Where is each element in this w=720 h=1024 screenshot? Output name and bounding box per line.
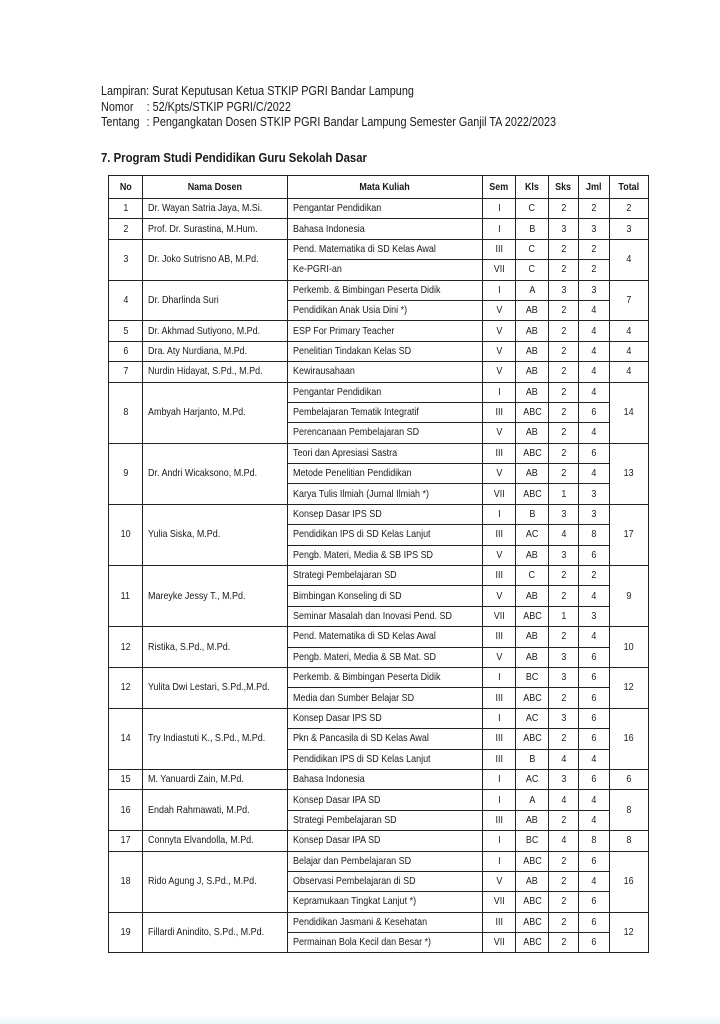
nomor-value: : 52/Kpts/STKIP PGRI/C/2022 — [146, 99, 291, 114]
cell-sks: 2 — [549, 260, 579, 280]
cell-jml: 4 — [579, 871, 610, 891]
lampiran-value: : Surat Keputusan Ketua STKIP PGRI Bandar Lampung — [146, 84, 414, 98]
tentang-value: : Pengangkatan Dosen STKIP PGRI Bandar Lampung Semester Ganjil TA 2022/2023 — [146, 115, 556, 129]
cell-no: 7 — [109, 362, 143, 382]
cell-sem: V — [483, 300, 516, 320]
cell-kls: AB — [516, 423, 549, 443]
cell-jml: 4 — [579, 341, 610, 361]
cell-jml: 6 — [579, 545, 610, 565]
cell-sks: 3 — [549, 708, 579, 728]
cell-nama-dosen: Endah Rahmawati, M.Pd. — [143, 790, 288, 831]
cell-no: 10 — [109, 504, 143, 565]
cell-mata-kuliah: Konsep Dasar IPS SD — [288, 708, 483, 728]
cell-nama-dosen: Dra. Aty Nurdiana, M.Pd. — [143, 341, 288, 361]
cell-mata-kuliah: ESP For Primary Teacher — [288, 321, 483, 341]
cell-jml: 4 — [579, 586, 610, 606]
cell-kls: C — [516, 566, 549, 586]
cell-mata-kuliah: Pend. Matematika di SD Kelas Awal — [288, 627, 483, 647]
tentang-label: Tentang — [101, 115, 140, 129]
cell-sem: V — [483, 545, 516, 565]
cell-no: 8 — [109, 382, 143, 443]
cell-no: 6 — [109, 341, 143, 361]
cell-kls: C — [516, 239, 549, 259]
cell-mata-kuliah: Strategi Pembelajaran SD — [288, 810, 483, 830]
cell-mata-kuliah: Konsep Dasar IPA SD — [288, 831, 483, 851]
cell-kls: AB — [516, 464, 549, 484]
cell-kls: ABC — [516, 484, 549, 504]
cell-no: 12 — [109, 627, 143, 668]
table-row — [109, 443, 649, 463]
column-header-sem: Sem — [483, 176, 516, 199]
column-header-nama-dosen: Nama Dosen — [143, 176, 288, 199]
cell-kls: ABC — [516, 912, 549, 932]
cell-sem: III — [483, 810, 516, 830]
cell-kls: AB — [516, 362, 549, 382]
cell-sem: VII — [483, 484, 516, 504]
cell-mata-kuliah: Pendidikan Anak Usia Dini *) — [288, 300, 483, 320]
cell-kls: ABC — [516, 443, 549, 463]
column-header-total: Total — [610, 176, 649, 199]
cell-no: 14 — [109, 708, 143, 769]
cell-total: 17 — [610, 504, 649, 565]
cell-no: 3 — [109, 239, 143, 280]
cell-kls: ABC — [516, 606, 549, 626]
cell-sks: 2 — [549, 566, 579, 586]
cell-kls: B — [516, 219, 549, 239]
cell-sem: I — [483, 790, 516, 810]
cell-sem: III — [483, 627, 516, 647]
cell-nama-dosen: Ambyah Harjanto, M.Pd. — [143, 382, 288, 443]
cell-jml: 4 — [579, 627, 610, 647]
cell-jml: 6 — [579, 708, 610, 728]
cell-sks: 4 — [549, 749, 579, 769]
cell-mata-kuliah: Bahasa Indonesia — [288, 219, 483, 239]
cell-kls: AB — [516, 321, 549, 341]
cell-total: 12 — [610, 667, 649, 708]
cell-mata-kuliah: Perkemb. & Bimbingan Peserta Didik — [288, 280, 483, 300]
cell-mata-kuliah: Permainan Bola Kecil dan Besar *) — [288, 933, 483, 953]
cell-sem: III — [483, 688, 516, 708]
cell-kls: AB — [516, 300, 549, 320]
table-row — [109, 566, 649, 586]
cell-kls: AB — [516, 586, 549, 606]
cell-mata-kuliah: Pend. Matematika di SD Kelas Awal — [288, 239, 483, 259]
cell-jml: 3 — [579, 504, 610, 524]
cell-mata-kuliah: Konsep Dasar IPA SD — [288, 790, 483, 810]
table-row — [109, 769, 649, 789]
cell-sks: 2 — [549, 300, 579, 320]
cell-total: 8 — [610, 831, 649, 851]
cell-mata-kuliah: Bahasa Indonesia — [288, 769, 483, 789]
cell-no: 2 — [109, 219, 143, 239]
cell-total: 16 — [610, 708, 649, 769]
cell-mata-kuliah: Pkn & Pancasila di SD Kelas Awal — [288, 729, 483, 749]
cell-total: 6 — [610, 769, 649, 789]
cell-jml: 2 — [579, 199, 610, 219]
table-row — [109, 321, 649, 341]
cell-kls: BC — [516, 667, 549, 687]
cell-mata-kuliah: Pendidikan IPS di SD Kelas Lanjut — [288, 525, 483, 545]
cell-total: 8 — [610, 790, 649, 831]
cell-nama-dosen: Try Indiastuti K., S.Pd., M.Pd. — [143, 708, 288, 769]
cell-total: 4 — [610, 362, 649, 382]
cell-no: 4 — [109, 280, 143, 321]
cell-jml: 6 — [579, 688, 610, 708]
table-header-row — [109, 176, 649, 199]
nomor-label: Nomor — [101, 99, 134, 114]
tentang-line — [101, 115, 556, 131]
cell-sem: I — [483, 199, 516, 219]
table-row — [109, 362, 649, 382]
cell-no: 18 — [109, 851, 143, 912]
cell-total: 4 — [610, 321, 649, 341]
table-row — [109, 382, 649, 402]
cell-no: 9 — [109, 443, 143, 504]
cell-sem: V — [483, 321, 516, 341]
cell-sks: 3 — [549, 667, 579, 687]
column-header-jml: Jml — [579, 176, 610, 199]
cell-total: 12 — [610, 912, 649, 953]
cell-sks: 4 — [549, 831, 579, 851]
table-row — [109, 280, 649, 300]
cell-jml: 3 — [579, 484, 610, 504]
cell-jml: 4 — [579, 790, 610, 810]
cell-sem: V — [483, 362, 516, 382]
cell-sks: 2 — [549, 871, 579, 891]
cell-sem: V — [483, 871, 516, 891]
cell-jml: 4 — [579, 464, 610, 484]
cell-nama-dosen: Prof. Dr. Surastina, M.Hum. — [143, 219, 288, 239]
cell-sem: I — [483, 708, 516, 728]
cell-total: 13 — [610, 443, 649, 504]
cell-kls: B — [516, 504, 549, 524]
cell-sks: 2 — [549, 586, 579, 606]
cell-jml: 6 — [579, 851, 610, 871]
cell-jml: 3 — [579, 280, 610, 300]
cell-nama-dosen: Nurdin Hidayat, S.Pd., M.Pd. — [143, 362, 288, 382]
cell-mata-kuliah: Kepramukaan Tingkat Lanjut *) — [288, 892, 483, 912]
cell-total: 9 — [610, 566, 649, 627]
table-row — [109, 219, 649, 239]
cell-total: 4 — [610, 239, 649, 280]
cell-sem: V — [483, 647, 516, 667]
cell-jml: 4 — [579, 300, 610, 320]
cell-sem: I — [483, 504, 516, 524]
cell-kls: B — [516, 749, 549, 769]
cell-mata-kuliah: Kewirausahaan — [288, 362, 483, 382]
cell-kls: AC — [516, 525, 549, 545]
cell-mata-kuliah: Pengb. Materi, Media & SB Mat. SD — [288, 647, 483, 667]
table-row — [109, 912, 649, 932]
table-row — [109, 790, 649, 810]
cell-jml: 6 — [579, 892, 610, 912]
cell-kls: AB — [516, 627, 549, 647]
cell-sem: VII — [483, 933, 516, 953]
cell-sks: 3 — [549, 769, 579, 789]
cell-jml: 6 — [579, 729, 610, 749]
table-row — [109, 851, 649, 871]
column-header-kls: Kls — [516, 176, 549, 199]
cell-jml: 6 — [579, 402, 610, 422]
cell-mata-kuliah: Seminar Masalah dan Inovasi Pend. SD — [288, 606, 483, 626]
cell-sks: 3 — [549, 219, 579, 239]
cell-nama-dosen: Dr. Joko Sutrisno AB, M.Pd. — [143, 239, 288, 280]
cell-sem: I — [483, 851, 516, 871]
cell-sem: I — [483, 769, 516, 789]
cell-sem: VII — [483, 892, 516, 912]
table-row — [109, 831, 649, 851]
cell-sks: 2 — [549, 627, 579, 647]
cell-total: 14 — [610, 382, 649, 443]
cell-kls: ABC — [516, 892, 549, 912]
nomor-line — [101, 100, 556, 116]
table-row — [109, 199, 649, 219]
cell-jml: 4 — [579, 382, 610, 402]
cell-sks: 2 — [549, 464, 579, 484]
cell-sks: 2 — [549, 362, 579, 382]
cell-total: 16 — [610, 851, 649, 912]
cell-kls: AC — [516, 708, 549, 728]
cell-sks: 2 — [549, 382, 579, 402]
cell-sks: 4 — [549, 790, 579, 810]
cell-sks: 1 — [549, 484, 579, 504]
cell-no: 17 — [109, 831, 143, 851]
cell-sem: III — [483, 749, 516, 769]
cell-mata-kuliah: Observasi Pembelajaran di SD — [288, 871, 483, 891]
cell-nama-dosen: Yulia Siska, M.Pd. — [143, 504, 288, 565]
cell-sks: 3 — [549, 504, 579, 524]
cell-sks: 2 — [549, 321, 579, 341]
cell-jml: 2 — [579, 260, 610, 280]
cell-sks: 2 — [549, 443, 579, 463]
cell-mata-kuliah: Metode Penelitian Pendidikan — [288, 464, 483, 484]
cell-nama-dosen: Dr. Akhmad Sutiyono, M.Pd. — [143, 321, 288, 341]
cell-nama-dosen: Fillardi Anindito, S.Pd., M.Pd. — [143, 912, 288, 953]
cell-nama-dosen: Dr. Andri Wicaksono, M.Pd. — [143, 443, 288, 504]
cell-kls: C — [516, 199, 549, 219]
cell-jml: 8 — [579, 525, 610, 545]
cell-sem: I — [483, 831, 516, 851]
cell-mata-kuliah: Teori dan Apresiasi Sastra — [288, 443, 483, 463]
cell-kls: AB — [516, 810, 549, 830]
cell-sem: III — [483, 239, 516, 259]
cell-total: 2 — [610, 199, 649, 219]
cell-sem: VII — [483, 260, 516, 280]
cell-kls: AB — [516, 871, 549, 891]
cell-nama-dosen: Mareyke Jessy T., M.Pd. — [143, 566, 288, 627]
cell-sem: I — [483, 280, 516, 300]
column-header-mata-kuliah: Mata Kuliah — [288, 176, 483, 199]
cell-sem: I — [483, 219, 516, 239]
cell-mata-kuliah: Ke-PGRI-an — [288, 260, 483, 280]
cell-sem: III — [483, 525, 516, 545]
table-row — [109, 708, 649, 728]
cell-no: 5 — [109, 321, 143, 341]
table-row — [109, 627, 649, 647]
section-title: 7. Program Studi Pendidikan Guru Sekolah Dasar — [101, 150, 367, 165]
cell-sks: 2 — [549, 851, 579, 871]
document-header — [101, 84, 556, 131]
cell-nama-dosen: M. Yanuardi Zain, M.Pd. — [143, 769, 288, 789]
cell-no: 12 — [109, 667, 143, 708]
cell-sks: 4 — [549, 525, 579, 545]
cell-mata-kuliah: Pengantar Pendidikan — [288, 382, 483, 402]
cell-sem: III — [483, 402, 516, 422]
cell-total: 4 — [610, 341, 649, 361]
table-row — [109, 341, 649, 361]
cell-total: 3 — [610, 219, 649, 239]
cell-sks: 2 — [549, 729, 579, 749]
cell-sem: III — [483, 912, 516, 932]
column-header-no: No — [109, 176, 143, 199]
cell-sem: I — [483, 382, 516, 402]
cell-sks: 2 — [549, 341, 579, 361]
cell-mata-kuliah: Belajar dan Pembelajaran SD — [288, 851, 483, 871]
cell-mata-kuliah: Konsep Dasar IPS SD — [288, 504, 483, 524]
lampiran-line — [101, 84, 556, 100]
cell-total: 10 — [610, 627, 649, 668]
cell-no: 19 — [109, 912, 143, 953]
table-body — [109, 199, 649, 953]
cell-no: 1 — [109, 199, 143, 219]
cell-total: 7 — [610, 280, 649, 321]
table-row — [109, 504, 649, 524]
cell-sks: 2 — [549, 402, 579, 422]
cell-jml: 4 — [579, 321, 610, 341]
cell-sem: III — [483, 443, 516, 463]
cell-jml: 6 — [579, 443, 610, 463]
cell-nama-dosen: Dr. Wayan Satria Jaya, M.Si. — [143, 199, 288, 219]
cell-jml: 6 — [579, 647, 610, 667]
cell-sks: 2 — [549, 912, 579, 932]
cell-kls: BC — [516, 831, 549, 851]
cell-jml: 3 — [579, 606, 610, 626]
cell-kls: ABC — [516, 402, 549, 422]
cell-no: 16 — [109, 790, 143, 831]
cell-mata-kuliah: Pengb. Materi, Media & SB IPS SD — [288, 545, 483, 565]
table-row — [109, 667, 649, 687]
cell-sem: I — [483, 667, 516, 687]
cell-kls: ABC — [516, 688, 549, 708]
cell-sks: 3 — [549, 647, 579, 667]
cell-kls: AC — [516, 769, 549, 789]
cell-nama-dosen: Rido Agung J, S.Pd., M.Pd. — [143, 851, 288, 912]
cell-sem: VII — [483, 606, 516, 626]
cell-sks: 2 — [549, 933, 579, 953]
cell-kls: C — [516, 260, 549, 280]
cell-jml: 4 — [579, 749, 610, 769]
cell-jml: 4 — [579, 423, 610, 443]
cell-jml: 4 — [579, 810, 610, 830]
cell-kls: ABC — [516, 729, 549, 749]
cell-mata-kuliah: Strategi Pembelajaran SD — [288, 566, 483, 586]
table-row — [109, 239, 649, 259]
cell-kls: AB — [516, 382, 549, 402]
cell-mata-kuliah: Pendidikan IPS di SD Kelas Lanjut — [288, 749, 483, 769]
cell-sks: 2 — [549, 688, 579, 708]
lecturer-assignment-table — [108, 175, 649, 953]
lampiran-label: Lampiran — [101, 84, 147, 98]
cell-jml: 6 — [579, 769, 610, 789]
cell-sks: 1 — [549, 606, 579, 626]
cell-mata-kuliah: Pembelajaran Tematik Integratif — [288, 402, 483, 422]
cell-mata-kuliah: Perkemb. & Bimbingan Peserta Didik — [288, 667, 483, 687]
cell-sem: V — [483, 464, 516, 484]
scan-edge — [0, 1014, 720, 1024]
cell-kls: AB — [516, 647, 549, 667]
cell-mata-kuliah: Pendidikan Jasmani & Kesehatan — [288, 912, 483, 932]
cell-kls: AB — [516, 341, 549, 361]
cell-sks: 3 — [549, 280, 579, 300]
cell-no: 15 — [109, 769, 143, 789]
cell-kls: A — [516, 790, 549, 810]
cell-nama-dosen: Connyta Elvandolla, M.Pd. — [143, 831, 288, 851]
cell-jml: 2 — [579, 566, 610, 586]
cell-no: 11 — [109, 566, 143, 627]
cell-sks: 2 — [549, 423, 579, 443]
cell-sem: III — [483, 566, 516, 586]
cell-sks: 2 — [549, 810, 579, 830]
cell-mata-kuliah: Karya Tulis Ilmiah (Jurnal Ilmiah *) — [288, 484, 483, 504]
column-header-sks: Sks — [549, 176, 579, 199]
cell-kls: A — [516, 280, 549, 300]
cell-sem: V — [483, 341, 516, 361]
cell-mata-kuliah: Media dan Sumber Belajar SD — [288, 688, 483, 708]
cell-mata-kuliah: Pengantar Pendidikan — [288, 199, 483, 219]
cell-jml: 2 — [579, 239, 610, 259]
cell-sks: 2 — [549, 199, 579, 219]
cell-kls: AB — [516, 545, 549, 565]
cell-sem: III — [483, 729, 516, 749]
cell-jml: 6 — [579, 667, 610, 687]
cell-sem: V — [483, 586, 516, 606]
cell-sem: V — [483, 423, 516, 443]
cell-kls: ABC — [516, 851, 549, 871]
cell-jml: 8 — [579, 831, 610, 851]
cell-jml: 3 — [579, 219, 610, 239]
cell-nama-dosen: Yulita Dwi Lestari, S.Pd.,M.Pd. — [143, 667, 288, 708]
cell-sks: 2 — [549, 892, 579, 912]
cell-nama-dosen: Dr. Dharlinda Suri — [143, 280, 288, 321]
cell-jml: 4 — [579, 362, 610, 382]
cell-mata-kuliah: Penelitian Tindakan Kelas SD — [288, 341, 483, 361]
cell-mata-kuliah: Perencanaan Pembelajaran SD — [288, 423, 483, 443]
cell-sks: 3 — [549, 545, 579, 565]
cell-mata-kuliah: Bimbingan Konseling di SD — [288, 586, 483, 606]
cell-jml: 6 — [579, 912, 610, 932]
cell-sks: 2 — [549, 239, 579, 259]
cell-kls: ABC — [516, 933, 549, 953]
cell-nama-dosen: Ristika, S.Pd., M.Pd. — [143, 627, 288, 668]
cell-jml: 6 — [579, 933, 610, 953]
